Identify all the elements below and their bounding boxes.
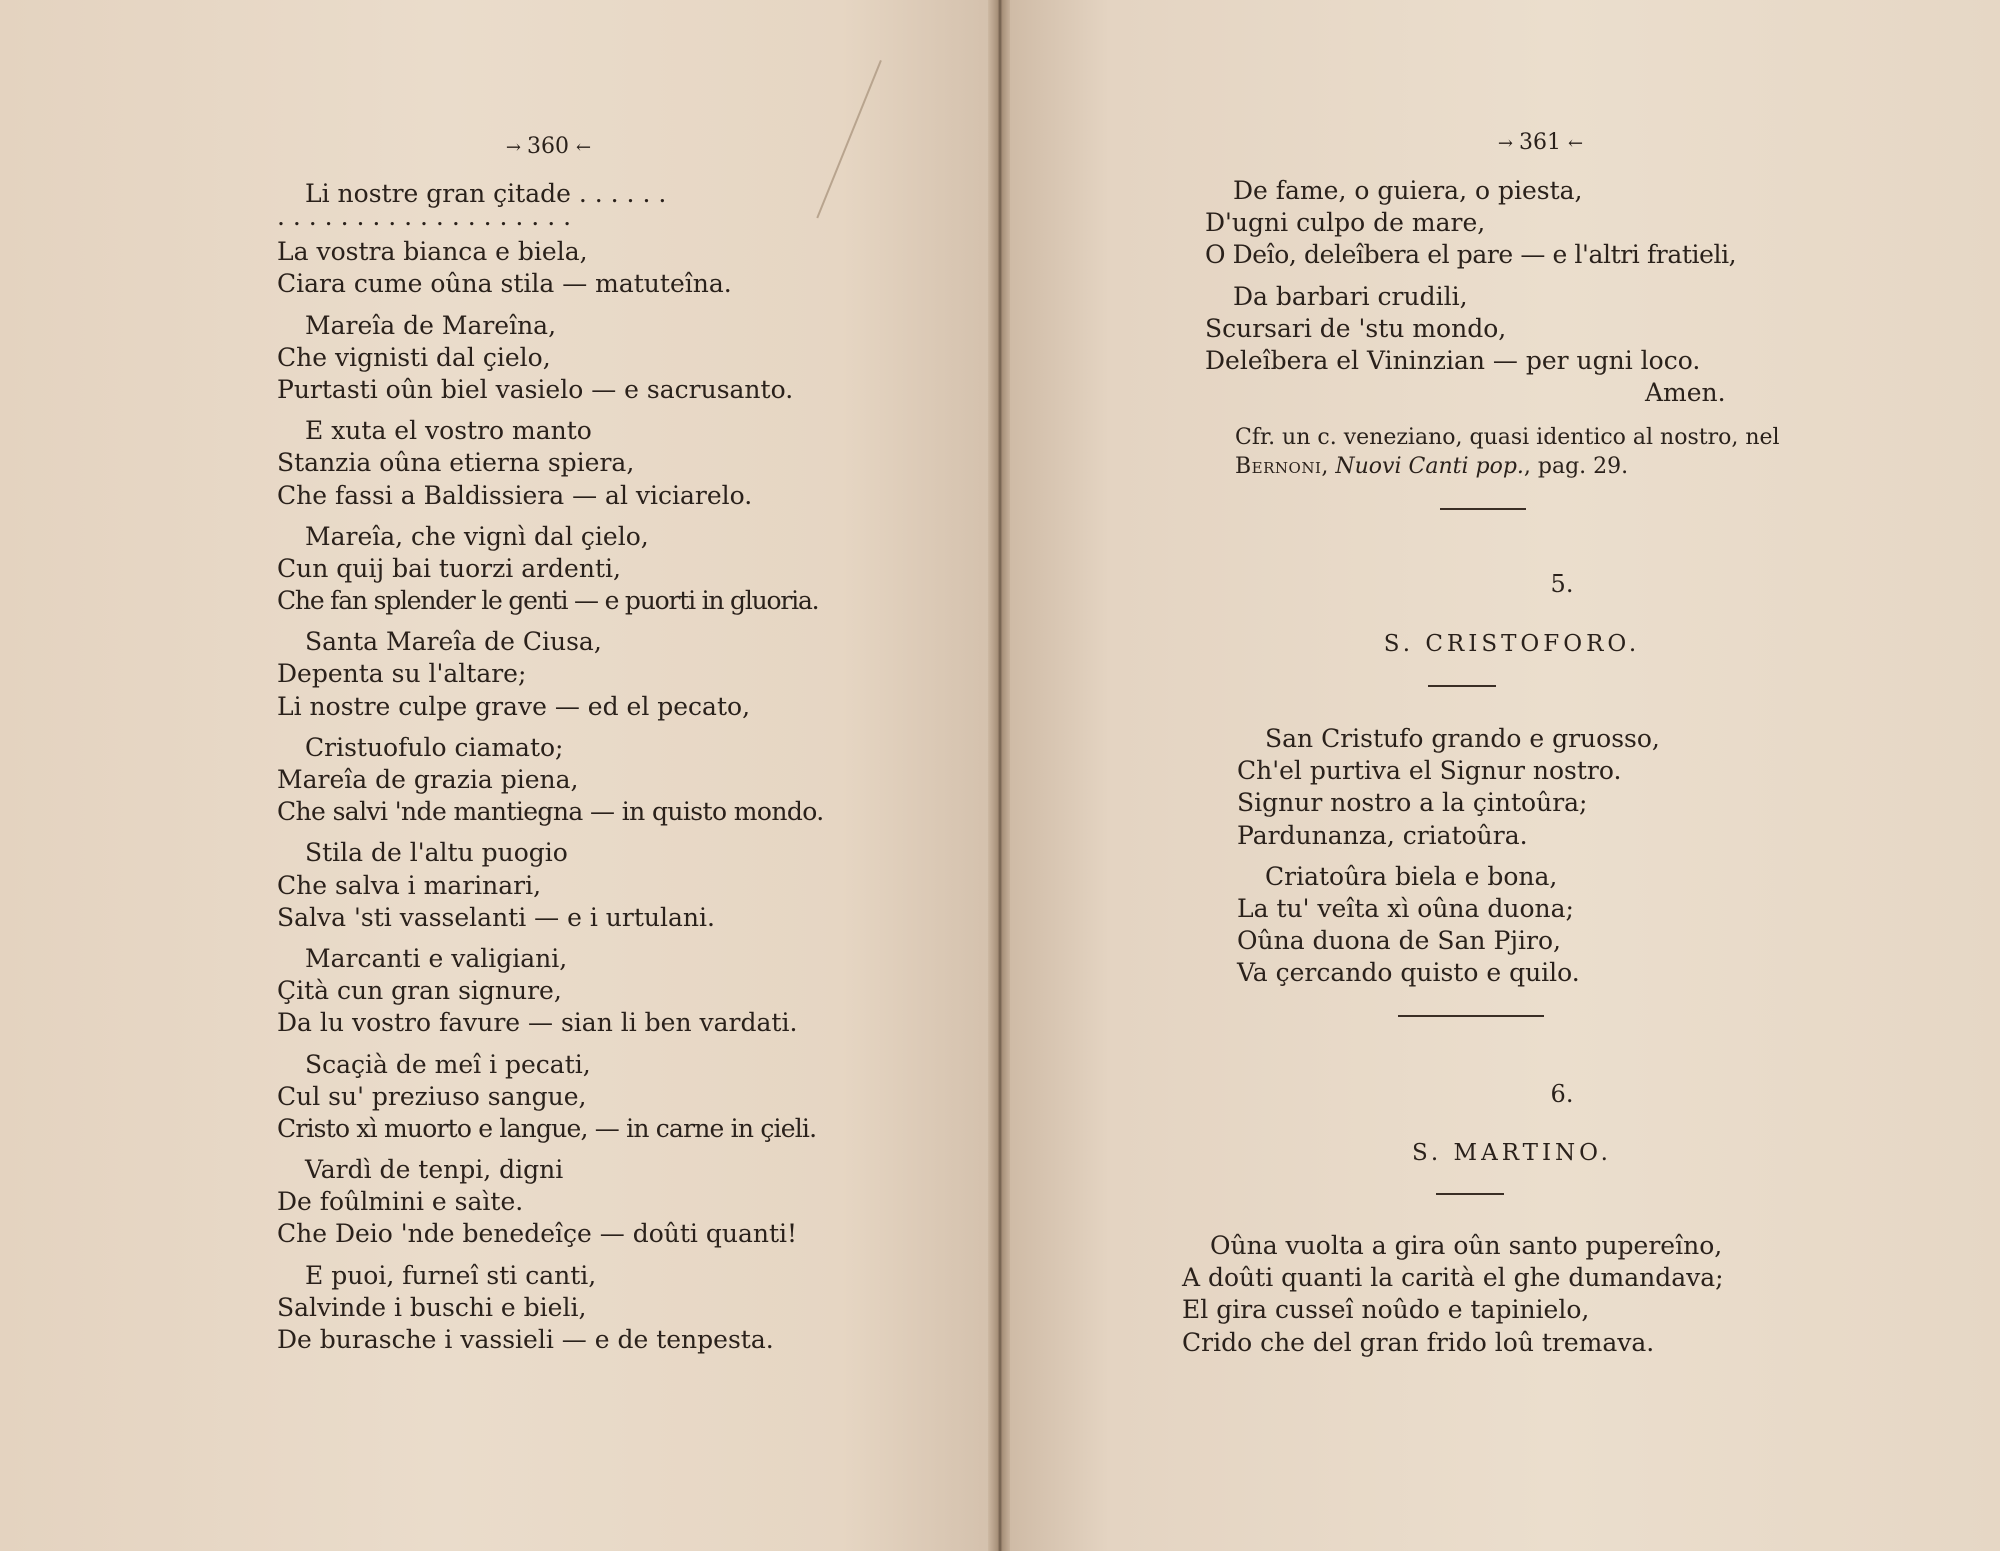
verse-line: Oûna vuolta a gira oûn santo pupereîno, bbox=[1210, 1231, 1723, 1260]
verse-line: Çità cun gran signure, bbox=[277, 976, 562, 1006]
folio-arrow-icon: → bbox=[1497, 133, 1512, 154]
verse-line: Che Deio 'nde benedeîçe — doûti quanti! bbox=[277, 1219, 798, 1249]
section-title: S. CRISTOFORO. bbox=[1383, 631, 1641, 657]
verse-line: Che fan splender le genti — e puorti in gluoria. bbox=[277, 586, 819, 616]
verse-line: Ch'el purtiva el Signur nostro. bbox=[1237, 756, 1622, 786]
verse-line: Signur nostro a la çintoûra; bbox=[1237, 788, 1588, 818]
right-folio bbox=[1440, 130, 1640, 155]
verse-line: Che fassi a Baldissiera — al viciarelo. bbox=[277, 480, 753, 510]
verse-line: D'ugni culpo de mare, bbox=[1205, 208, 1486, 238]
verse-line: Mareîa, che vignì dal çielo, bbox=[305, 521, 649, 551]
page-crease bbox=[816, 60, 882, 218]
title-rule bbox=[1428, 685, 1496, 687]
verse-line: Salvinde i buschi e bieli, bbox=[277, 1292, 587, 1322]
verse-line: Pardunanza, criatoûra. bbox=[1237, 820, 1528, 850]
note-line: Cfr. un c. veneziano, quasi identico al nostro, nel bbox=[1235, 425, 1780, 450]
verse-line: De foûlmini e saìte. bbox=[277, 1187, 524, 1217]
verse-line: A doûti quanti la carità el ghe dumandava; bbox=[1182, 1263, 1724, 1293]
verse-line: Stanzia oûna etierna spiera, bbox=[277, 448, 635, 478]
section-number: 5. bbox=[1550, 570, 1574, 598]
verse-line: Scaçià de meî i pecati, bbox=[305, 1049, 591, 1079]
verse-line: Che salva i marinari, bbox=[277, 870, 542, 900]
folio-arrow-icon: ← bbox=[576, 137, 591, 158]
verse-line: Scursari de 'stu mondo, bbox=[1205, 313, 1507, 343]
verse-line: Vardì de tenpi, digni bbox=[305, 1155, 564, 1185]
verse-line: Cul su' preziuso sangue, bbox=[277, 1081, 587, 1111]
verse-line: Stila de l'altu puogio bbox=[305, 838, 568, 868]
verse-line: Cristo xì muorto e langue, — in carne in çieli. bbox=[277, 1113, 817, 1143]
poem-s-martino bbox=[1182, 1230, 1724, 1359]
section-number: 6. bbox=[1550, 1080, 1574, 1108]
verse-line: Che salvi 'nde mantiegna — in quisto mondo. bbox=[277, 797, 824, 827]
verse-line: Mareîa de grazia piena, bbox=[277, 765, 579, 794]
verse-line: Che vignisti dal çielo, bbox=[277, 342, 551, 372]
note-work: Nuovi Canti pop. bbox=[1335, 454, 1524, 479]
verse-line: Criatoûra biela e bona, bbox=[1265, 861, 1558, 891]
section-title: S. MARTINO. bbox=[1411, 1140, 1612, 1166]
verse-line: Va çercando quisto e quilo. bbox=[1237, 958, 1580, 988]
separator-rule bbox=[1398, 1015, 1544, 1017]
verse-line: Crido che del gran frido loû tremava. bbox=[1182, 1327, 1655, 1357]
right-poem-conclusion bbox=[1205, 175, 1765, 409]
verse-line: La tu' veîta xì oûna duona; bbox=[1237, 893, 1574, 923]
verse-line: E puoi, furneî sti canti, bbox=[305, 1260, 597, 1290]
verse-line: San Cristufo grando e gruosso, bbox=[1265, 724, 1660, 753]
book-gutter bbox=[988, 0, 1012, 1551]
verse-line: Cun quij bai tuorzi ardenti, bbox=[277, 553, 621, 583]
verse-line: Da lu vostro favure — sian li ben vardati. bbox=[277, 1008, 798, 1038]
verse-line: Santa Mareîa de Ciusa, bbox=[305, 627, 602, 657]
amen-line: Amen. bbox=[1645, 378, 1726, 408]
verse-line: Depenta su l'altare; bbox=[277, 659, 527, 689]
verse-line: Salva 'sti vasselanti — e i urtulani. bbox=[277, 902, 715, 932]
right-page bbox=[1010, 0, 2000, 1551]
verse-line: Mareîa de Mareîna, bbox=[305, 310, 557, 340]
left-folio bbox=[448, 134, 648, 159]
note-author: Bernoni bbox=[1235, 454, 1322, 479]
title-rule bbox=[1436, 1193, 1504, 1195]
verse-line: De burasche i vassieli — e de tenpesta. bbox=[277, 1325, 774, 1354]
folio-arrow-icon: → bbox=[505, 137, 520, 158]
left-page bbox=[0, 0, 990, 1551]
verse-line: Cristuofulo ciamato; bbox=[305, 732, 564, 762]
verse-line: Oûna duona de San Pjiro, bbox=[1237, 926, 1561, 956]
verse-line: Da barbari crudili, bbox=[1233, 281, 1468, 311]
verse-line: Deleîbera el Vininzian — per ugni loco. bbox=[1205, 345, 1701, 375]
verse-line: De fame, o guiera, o piesta, bbox=[1233, 176, 1583, 205]
left-poem bbox=[277, 178, 824, 1356]
verse-line: O Deîo, deleîbera el pare — e l'altri fratieli, bbox=[1205, 240, 1737, 270]
folio-arrow-icon: ← bbox=[1568, 133, 1583, 154]
verse-line: El gira cusseî noûdo e tapinielo, bbox=[1182, 1295, 1590, 1325]
note-line: Bernoni, Nuovi Canti pop., pag. 29. bbox=[1235, 454, 1629, 479]
verse-line: Li nostre gran çitade . . . . . . bbox=[305, 179, 667, 208]
verse-line: E xuta el vostro manto bbox=[305, 416, 592, 446]
verse-line: Marcanti e valigiani, bbox=[305, 943, 568, 973]
verse-line: Li nostre culpe grave — ed el pecato, bbox=[277, 691, 751, 721]
verse-line: La vostra bianca e biela, bbox=[277, 237, 588, 267]
right-folio-number: 361 bbox=[1519, 130, 1561, 155]
ellipsis-line: . . . . . . . . . . . . . . . . . . . bbox=[277, 202, 572, 232]
separator-rule bbox=[1440, 508, 1526, 510]
left-folio-number: 360 bbox=[527, 134, 569, 159]
verse-line: Ciara cume oûna stila — matuteîna. bbox=[277, 269, 732, 299]
bibliographic-note bbox=[1235, 423, 1780, 481]
poem-s-cristoforo bbox=[1237, 723, 1660, 990]
verse-line: Purtasti oûn biel vasielo — e sacrusanto. bbox=[277, 374, 794, 404]
